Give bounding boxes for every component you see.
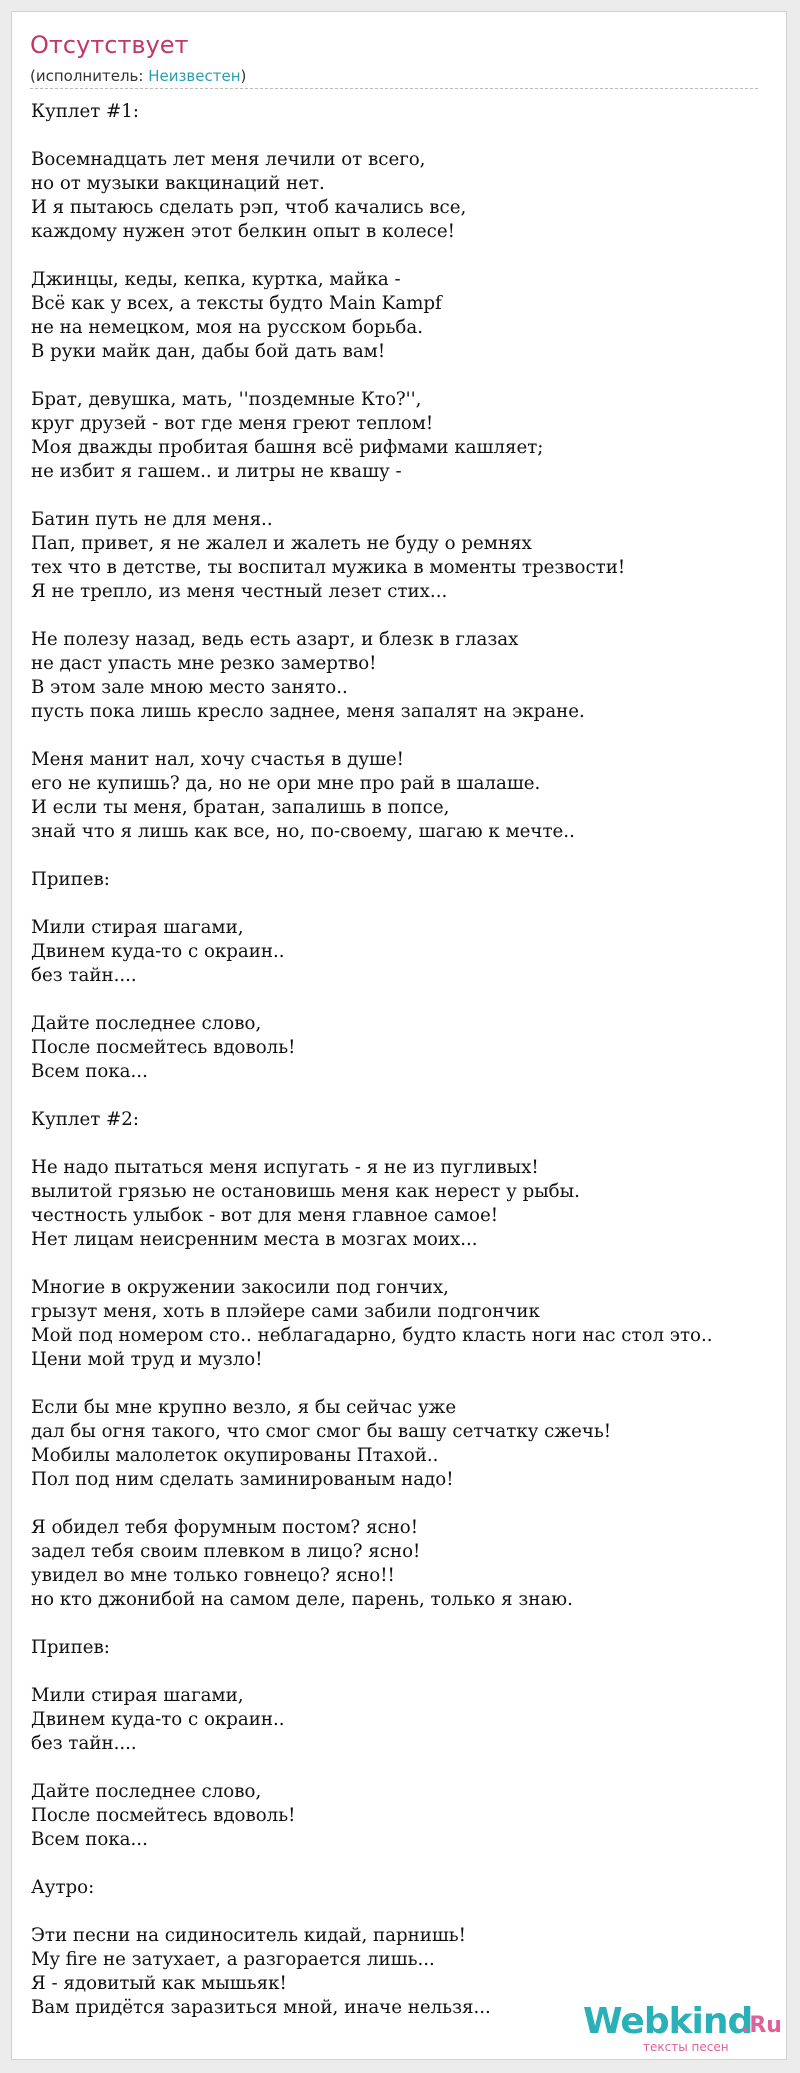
lyrics-line: Я не трепло, из меня честный лезет стих...: [31, 581, 448, 602]
lyrics-line: Дайте последнее слово,: [31, 1781, 262, 1802]
song-title: Отсутствует: [30, 31, 189, 59]
lyrics-line: каждому нужен этот белкин опыт в колесе!: [31, 221, 455, 242]
lyrics-line: Я обидел тебя форумным постом? ясно!: [31, 1517, 419, 1538]
lyrics-line: но кто джонибой на самом деле, парень, только я знаю.: [31, 1589, 573, 1610]
lyrics-line: Пап, привет, я не жалел и жалеть не буду о ремнях: [31, 533, 532, 554]
lyrics-line: Если бы мне крупно везло, я бы сейчас уже: [31, 1397, 457, 1418]
lyrics-line: Вам придётся заразиться мной, иначе нельзя...: [31, 1997, 491, 2018]
lyrics-line: Двинем куда-то с окраин..: [31, 941, 285, 962]
lyrics-stanza: [31, 1876, 791, 1900]
lyrics-line: честность улыбок - вот для меня главное самое!: [31, 1205, 499, 1226]
artist-link[interactable]: Неизвестен: [148, 67, 241, 85]
lyrics-line: И если ты меня, братан, запалишь в попсе,: [31, 797, 450, 818]
logo-tld: .Ru: [741, 2013, 782, 2038]
logo-wordmark: Webkind: [583, 2001, 753, 2042]
lyrics-line: Не надо пытаться меня испугать - я не из пугливых!: [31, 1157, 539, 1178]
lyrics-body: [31, 100, 791, 2044]
lyrics-line: Мой под номером сто.. неблагадарно, будто класть ноги нас стол это..: [31, 1325, 713, 1346]
lyrics-line: грызут меня, хоть в плэйере сами забили подгончик: [31, 1301, 540, 1322]
lyrics-line: Мили стирая шагами,: [31, 917, 244, 938]
lyrics-line: знай что я лишь как все, но, по-своему, шагаю к мечте..: [31, 821, 575, 842]
lyrics-line: без тайн....: [31, 1733, 137, 1754]
lyrics-stanza: [31, 916, 791, 988]
lyrics-line: После посмейтесь вдоволь!: [31, 1037, 296, 1058]
site-logo[interactable]: [583, 2001, 782, 2054]
lyrics-stanza: [31, 1396, 791, 1492]
lyrics-line: Брат, девушка, мать, ''поздемные Кто?'',: [31, 389, 422, 410]
lyrics-stanza: [31, 1684, 791, 1756]
lyrics-stanza: [31, 628, 791, 724]
lyrics-line: пусть пока лишь кресло заднее, меня запалят на экране.: [31, 701, 585, 722]
lyrics-stanza: [31, 1516, 791, 1612]
lyrics-line: Всем пока...: [31, 1829, 148, 1850]
lyrics-line: В этом зале мною место занято..: [31, 677, 348, 698]
lyrics-line: Цени мой труд и музло!: [31, 1349, 263, 1370]
artist-prefix: (исполнитель:: [30, 67, 149, 85]
lyrics-line: дал бы огня такого, что смог смог бы вашу сетчатку сжечь!: [31, 1421, 612, 1442]
lyrics-line: Мили стирая шагами,: [31, 1685, 244, 1706]
lyrics-stanza: [31, 1156, 791, 1252]
lyrics-stanza: [31, 508, 791, 604]
lyrics-line: Двинем куда-то с окраин..: [31, 1709, 285, 1730]
lyrics-line: Куплет #1:: [31, 101, 139, 122]
lyrics-line: Нет лицам неисренним места в мозгах моих...: [31, 1229, 478, 1250]
lyrics-stanza: [31, 1108, 791, 1132]
lyrics-stanza: [31, 388, 791, 484]
lyrics-line: Эти песни на сидиноситель кидай, парнишь!: [31, 1925, 466, 1946]
lyrics-stanza: [31, 268, 791, 364]
lyrics-line: Меня манит нал, хочу счастья в душе!: [31, 749, 404, 770]
lyrics-stanza: [31, 1780, 791, 1852]
lyrics-line: увидел во мне только говнецо? ясно!!: [31, 1565, 395, 1586]
lyrics-line: Я - ядовитый как мышьяк!: [31, 1973, 287, 1994]
lyrics-line: Моя дважды пробитая башня всё рифмами кашляет;: [31, 437, 544, 458]
lyrics-stanza: [31, 148, 791, 244]
lyrics-line: Восемнадцать лет меня лечили от всего,: [31, 149, 426, 170]
lyrics-line: не на немецком, моя на русском борьба.: [31, 317, 424, 338]
lyrics-line: Не полезу назад, ведь есть азарт, и блезк в глазах: [31, 629, 519, 650]
logo-tagline: тексты песен: [643, 2040, 729, 2054]
lyrics-stanza: [31, 868, 791, 892]
lyrics-line: круг друзей - вот где меня греют теплом!: [31, 413, 434, 434]
lyrics-line: В руки майк дан, дабы бой дать вам!: [31, 341, 386, 362]
lyrics-line: Многие в окружении закосили под гончих,: [31, 1277, 449, 1298]
lyrics-line: Мобилы малолеток окупированы Птахой..: [31, 1445, 439, 1466]
lyrics-stanza: [31, 100, 791, 124]
artist-line: [30, 66, 246, 86]
lyrics-line: Аутро:: [31, 1877, 95, 1898]
lyrics-line: После посмейтесь вдоволь!: [31, 1805, 296, 1826]
lyrics-line: Припев:: [31, 1637, 110, 1658]
lyrics-line: Куплет #2:: [31, 1109, 139, 1130]
lyrics-stanza: [31, 748, 791, 844]
artist-suffix: ): [240, 67, 247, 85]
lyrics-line: без тайн....: [31, 965, 137, 986]
lyrics-stanza: [31, 1276, 791, 1372]
lyrics-line: не избит я гашем.. и литры не квашу -: [31, 461, 402, 482]
lyrics-line: задел тебя своим плевком в лицо? ясно!: [31, 1541, 421, 1562]
lyrics-line: его не купишь? да, но не ори мне про рай в шалаше.: [31, 773, 541, 794]
lyrics-line: Всё как у всех, а тексты будто Main Kampf: [31, 293, 442, 314]
lyrics-line: Джинцы, кеды, кепка, куртка, майка -: [31, 269, 401, 290]
lyrics-line: Припев:: [31, 869, 110, 890]
lyrics-stanza: [31, 1012, 791, 1084]
lyrics-line: но от музыки вакцинаций нет.: [31, 173, 325, 194]
lyrics-stanza: [31, 1636, 791, 1660]
title-divider: [30, 88, 758, 89]
lyrics-line: Пол под ним сделать заминированым надо!: [31, 1469, 454, 1490]
lyrics-line: Батин путь не для меня..: [31, 509, 273, 530]
lyrics-line: My fire не затухает, а разгорается лишь...: [31, 1949, 435, 1970]
lyrics-line: вылитой грязью не остановишь меня как нерест у рыбы.: [31, 1181, 580, 1202]
lyrics-line: Всем пока...: [31, 1061, 148, 1082]
lyrics-line: И я пытаюсь сделать рэп, чтоб качались все,: [31, 197, 467, 218]
lyrics-line: не даст упасть мне резко замертво!: [31, 653, 377, 674]
lyrics-line: тех что в детстве, ты воспитал мужика в моменты трезвости!: [31, 557, 626, 578]
lyrics-line: Дайте последнее слово,: [31, 1013, 262, 1034]
